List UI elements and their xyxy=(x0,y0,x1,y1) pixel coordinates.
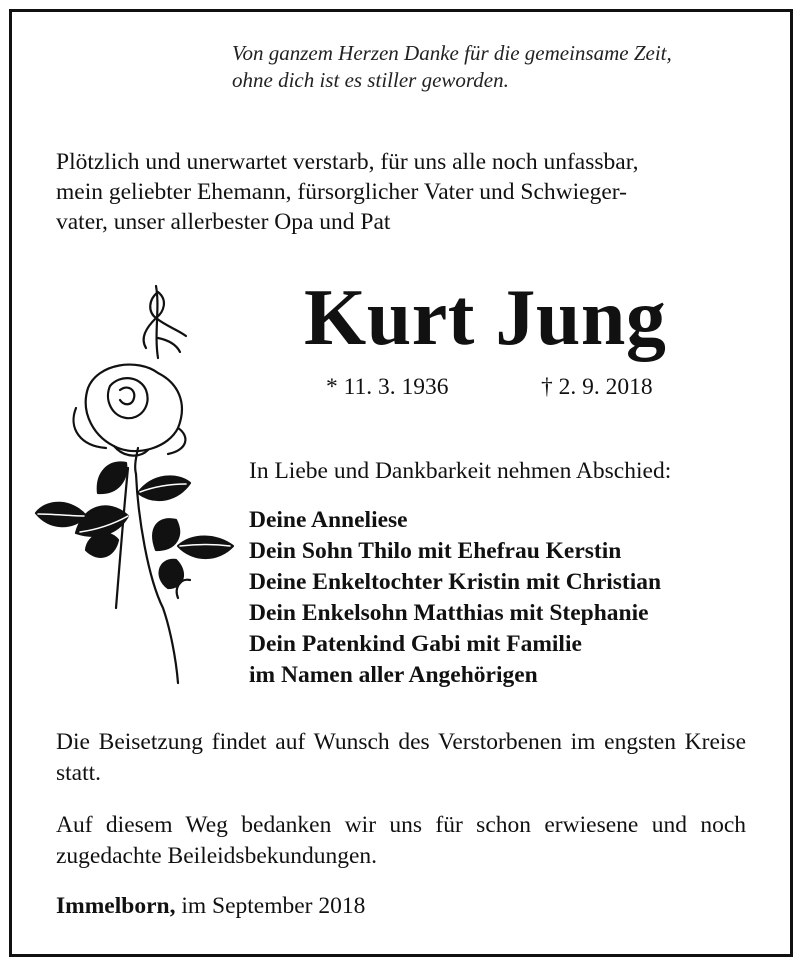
deceased-name: Kurt Jung xyxy=(304,274,667,362)
closing-line xyxy=(56,893,365,920)
mourner-item: im Namen aller Angehörigen xyxy=(249,662,538,688)
intro-text xyxy=(56,147,746,237)
closing-place: Immelborn, xyxy=(56,893,176,919)
mourner-item: Deine Enkeltochter Kristin mit Christian xyxy=(249,569,662,595)
motto xyxy=(232,40,672,94)
mourners-list xyxy=(249,505,661,691)
farewell-line: In Liebe und Dankbarkeit nehmen Abschied: xyxy=(249,458,672,484)
burial-note: Die Beisetzung findet auf Wunsch des Verstorbenen im engsten Kreise statt. xyxy=(56,729,746,786)
intro-line: mein geliebter Ehemann, fürsorglicher Vater und Schwieger- xyxy=(56,179,627,205)
mourner-item: Deine Anneliese xyxy=(249,507,408,533)
motto-line: ohne dich ist es stiller geworden. xyxy=(232,68,509,92)
intro-line: Plötzlich und unerwartet verstarb, für uns alle noch unfassbar, xyxy=(56,149,639,175)
birth-date: * 11. 3. 1936 xyxy=(326,374,449,400)
mourner-item: Dein Sohn Thilo mit Ehefrau Kerstin xyxy=(249,538,622,564)
intro-line: vater, unser allerbester Opa und Pat xyxy=(56,209,391,235)
death-date: † 2. 9. 2018 xyxy=(541,374,653,400)
thanks-note: Auf diesem Weg bedanken wir uns für schon erwiesene und noch zugedachte Beileidsbekundungen. xyxy=(56,812,746,869)
rose-icon xyxy=(28,278,243,693)
closing-date: im September 2018 xyxy=(181,893,366,919)
mourner-item: Dein Enkelsohn Matthias mit Stephanie xyxy=(249,600,649,626)
motto-line: Von ganzem Herzen Danke für die gemeinsame Zeit, xyxy=(232,41,672,65)
mourner-item: Dein Patenkind Gabi mit Familie xyxy=(249,631,582,657)
